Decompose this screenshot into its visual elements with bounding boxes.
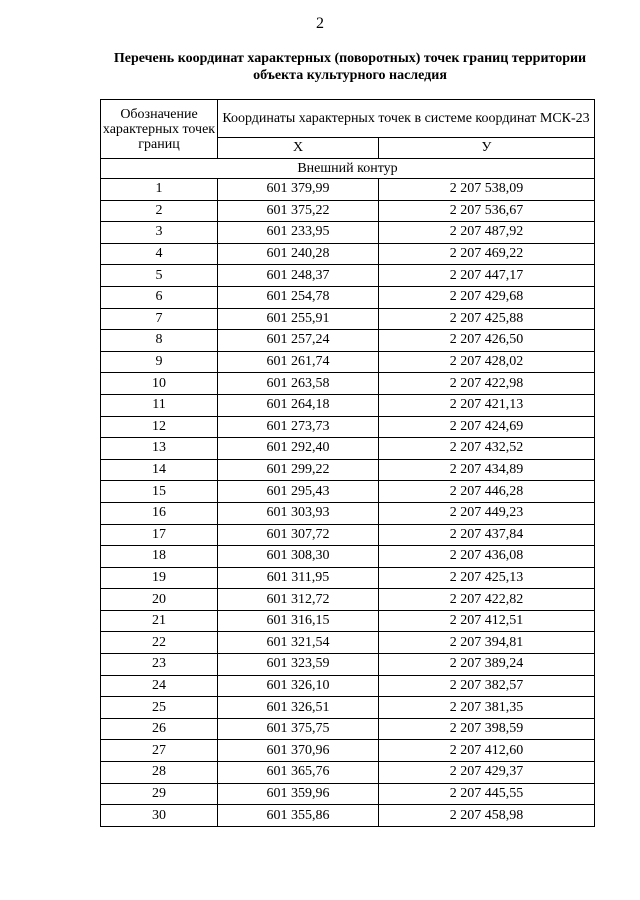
x-coordinate-cell: 601 240,28 [218, 243, 379, 265]
y-coordinate-cell: 2 207 432,52 [379, 438, 595, 460]
y-coordinate-cell: 2 207 449,23 [379, 502, 595, 524]
point-number-cell: 1 [101, 179, 218, 201]
table-row [101, 179, 595, 201]
x-coordinate-cell: 601 375,22 [218, 200, 379, 222]
point-number-cell: 18 [101, 546, 218, 568]
point-number-cell: 27 [101, 740, 218, 762]
y-coordinate-cell: 2 207 421,13 [379, 394, 595, 416]
x-coordinate-cell: 601 257,24 [218, 330, 379, 352]
y-coordinate-cell: 2 207 436,08 [379, 546, 595, 568]
x-coordinate-cell: 601 248,37 [218, 265, 379, 287]
y-coordinate-cell: 2 207 487,92 [379, 222, 595, 244]
x-coordinate-cell: 601 292,40 [218, 438, 379, 460]
table-row [101, 308, 595, 330]
table-row [101, 286, 595, 308]
table-row [101, 675, 595, 697]
point-number-cell: 29 [101, 783, 218, 805]
table-row [101, 222, 595, 244]
table-row [101, 265, 595, 287]
point-number-cell: 14 [101, 459, 218, 481]
y-coordinate-cell: 2 207 469,22 [379, 243, 595, 265]
y-coordinate-cell: 2 207 381,35 [379, 697, 595, 719]
y-coordinate-cell: 2 207 425,13 [379, 567, 595, 589]
point-number-cell: 23 [101, 654, 218, 676]
table-row [101, 567, 595, 589]
table-row [101, 783, 595, 805]
section-label-outer-contour: Внешний контур [101, 159, 595, 179]
point-number-cell: 7 [101, 308, 218, 330]
x-coordinate-cell: 601 379,99 [218, 179, 379, 201]
point-number-cell: 13 [101, 438, 218, 460]
y-coordinate-cell: 2 207 445,55 [379, 783, 595, 805]
document-title [60, 50, 640, 84]
x-coordinate-cell: 601 370,96 [218, 740, 379, 762]
table-row [101, 481, 595, 503]
y-coordinate-cell: 2 207 437,84 [379, 524, 595, 546]
x-coordinate-cell: 601 255,91 [218, 308, 379, 330]
table-row [101, 632, 595, 654]
table-row [101, 373, 595, 395]
point-number-cell: 22 [101, 632, 218, 654]
y-coordinate-cell: 2 207 412,60 [379, 740, 595, 762]
x-coordinate-cell: 601 326,10 [218, 675, 379, 697]
point-number-cell: 17 [101, 524, 218, 546]
table-row [101, 243, 595, 265]
point-number-cell: 24 [101, 675, 218, 697]
point-number-cell: 9 [101, 351, 218, 373]
table-row [101, 805, 595, 827]
y-coordinate-cell: 2 207 429,68 [379, 286, 595, 308]
y-coordinate-cell: 2 207 447,17 [379, 265, 595, 287]
point-number-cell: 15 [101, 481, 218, 503]
table-row [101, 697, 595, 719]
x-coordinate-cell: 601 273,73 [218, 416, 379, 438]
x-coordinate-cell: 601 323,59 [218, 654, 379, 676]
x-coordinate-cell: 601 303,93 [218, 502, 379, 524]
x-coordinate-cell: 601 375,75 [218, 718, 379, 740]
x-coordinate-cell: 601 355,86 [218, 805, 379, 827]
point-number-cell: 11 [101, 394, 218, 416]
x-coordinate-cell: 601 295,43 [218, 481, 379, 503]
x-coordinate-cell: 601 365,76 [218, 762, 379, 784]
point-number-cell: 8 [101, 330, 218, 352]
table-row [101, 546, 595, 568]
x-coordinate-cell: 601 307,72 [218, 524, 379, 546]
table-row [101, 416, 595, 438]
y-coordinate-cell: 2 207 458,98 [379, 805, 595, 827]
y-coordinate-cell: 2 207 422,82 [379, 589, 595, 611]
y-coordinate-cell: 2 207 428,02 [379, 351, 595, 373]
x-coordinate-cell: 601 299,22 [218, 459, 379, 481]
coordinates-system-header: Координаты характерных точек в системе координат МСК-23 [218, 100, 595, 138]
table-row [101, 718, 595, 740]
y-coordinate-cell: 2 207 398,59 [379, 718, 595, 740]
y-coordinate-cell: 2 207 389,24 [379, 654, 595, 676]
table-row [101, 524, 595, 546]
point-number-cell: 6 [101, 286, 218, 308]
y-coordinate-cell: 2 207 424,69 [379, 416, 595, 438]
point-number-cell: 10 [101, 373, 218, 395]
y-coordinate-cell: 2 207 422,98 [379, 373, 595, 395]
table-row [101, 351, 595, 373]
point-designation-header: Обозначение характерных точек границ [101, 100, 218, 159]
point-number-cell: 30 [101, 805, 218, 827]
table-row [101, 610, 595, 632]
document-title-line-2: объекта культурного наследия [253, 68, 447, 83]
point-number-cell: 19 [101, 567, 218, 589]
y-coordinate-cell: 2 207 446,28 [379, 481, 595, 503]
point-number-cell: 2 [101, 200, 218, 222]
y-coordinate-cell: 2 207 425,88 [379, 308, 595, 330]
coordinates-table-body [101, 159, 595, 827]
table-row [101, 459, 595, 481]
x-coordinate-cell: 601 326,51 [218, 697, 379, 719]
table-row [101, 200, 595, 222]
x-coordinate-cell: 601 261,74 [218, 351, 379, 373]
table-row [101, 502, 595, 524]
page-number: 2 [316, 15, 324, 32]
table-row [101, 394, 595, 416]
table-row [101, 438, 595, 460]
point-number-cell: 3 [101, 222, 218, 244]
x-coordinate-cell: 601 263,58 [218, 373, 379, 395]
y-coordinate-cell: 2 207 538,09 [379, 179, 595, 201]
table-row [101, 654, 595, 676]
y-coordinate-cell: 2 207 412,51 [379, 610, 595, 632]
x-coordinate-cell: 601 311,95 [218, 567, 379, 589]
table-row [101, 589, 595, 611]
y-coordinate-cell: 2 207 394,81 [379, 632, 595, 654]
x-coordinate-cell: 601 359,96 [218, 783, 379, 805]
x-column-header: Х [218, 138, 379, 159]
x-coordinate-cell: 601 321,54 [218, 632, 379, 654]
x-coordinate-cell: 601 316,15 [218, 610, 379, 632]
y-column-header: У [379, 138, 595, 159]
document-title-line-1: Перечень координат характерных (поворотных) точек границ территории [113, 51, 587, 66]
y-coordinate-cell: 2 207 429,37 [379, 762, 595, 784]
y-coordinate-cell: 2 207 536,67 [379, 200, 595, 222]
y-coordinate-cell: 2 207 426,50 [379, 330, 595, 352]
x-coordinate-cell: 601 254,78 [218, 286, 379, 308]
y-coordinate-cell: 2 207 382,57 [379, 675, 595, 697]
point-number-cell: 12 [101, 416, 218, 438]
point-number-cell: 25 [101, 697, 218, 719]
point-number-cell: 5 [101, 265, 218, 287]
point-number-cell: 20 [101, 589, 218, 611]
point-number-cell: 16 [101, 502, 218, 524]
x-coordinate-cell: 601 264,18 [218, 394, 379, 416]
table-row [101, 762, 595, 784]
x-coordinate-cell: 601 308,30 [218, 546, 379, 568]
x-coordinate-cell: 601 312,72 [218, 589, 379, 611]
point-number-cell: 4 [101, 243, 218, 265]
x-coordinate-cell: 601 233,95 [218, 222, 379, 244]
table-row [101, 740, 595, 762]
point-number-cell: 21 [101, 610, 218, 632]
y-coordinate-cell: 2 207 434,89 [379, 459, 595, 481]
table-row [101, 330, 595, 352]
coordinates-table [100, 99, 595, 827]
point-number-cell: 28 [101, 762, 218, 784]
point-number-cell: 26 [101, 718, 218, 740]
